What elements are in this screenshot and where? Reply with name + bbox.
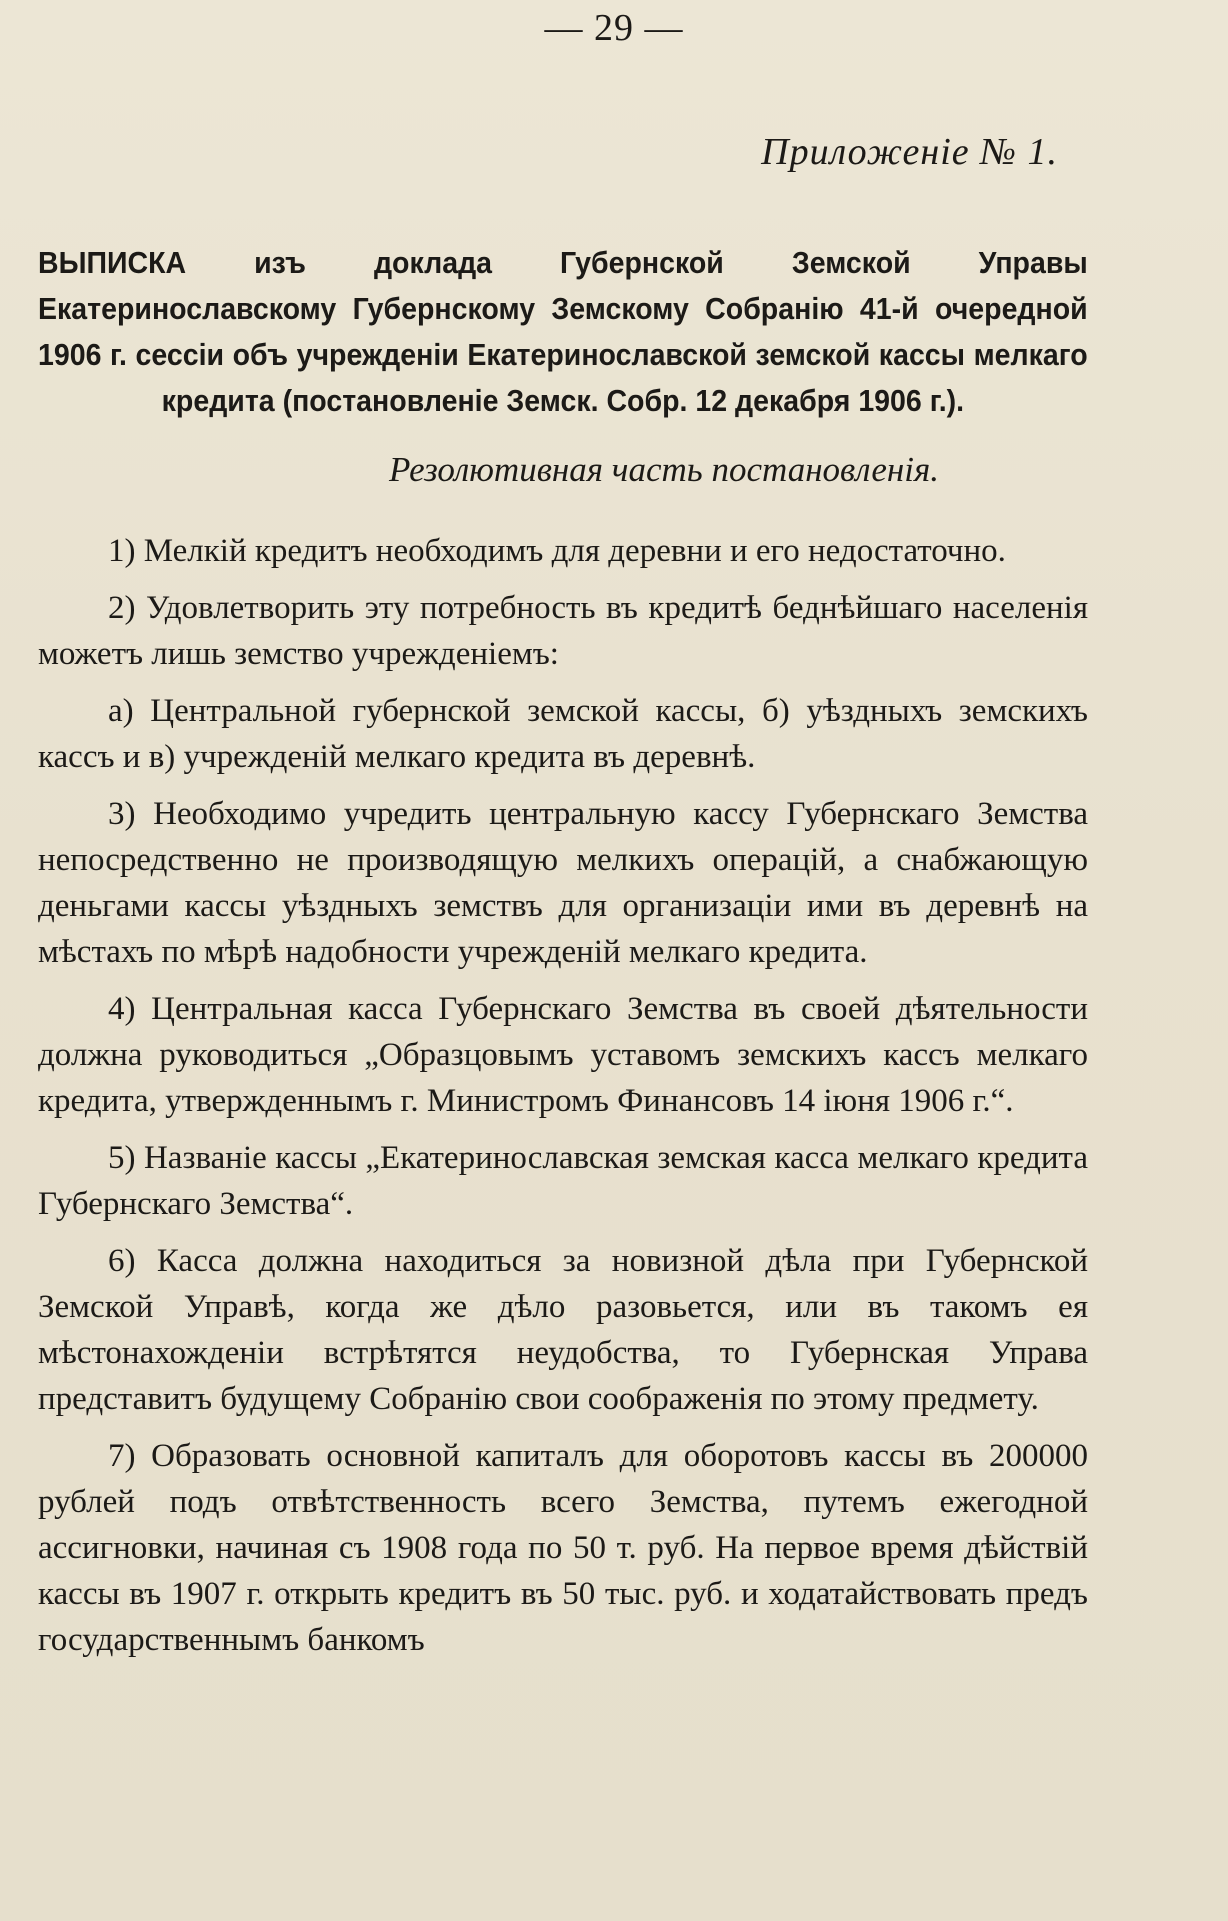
paragraph-4: 4) Центральная касса Губернскаго Земства въ своей дѣятельности должна руководиться „Образцовымъ уставомъ земскихъ кассъ мелкаго кредита, утвержденнымъ г. Министромъ Финансовъ 14 іюня 1906 г.“. xyxy=(38,991,1088,1119)
document-title: ВЫПИСКА изъ доклада Губернской Земской Управы Екатеринославскому Губернскому Земскому Собранію 41-й очередной 1906 г. сессіи объ учрежденіи Екатеринославской земской кассы мелкаго кредита (постановленіе Земск. Собр. 12 декабря 1906 г.). xyxy=(38,245,1088,418)
paragraph-6: 6) Касса должна находиться за новизной дѣла при Губернской Земской Управѣ, когда же дѣло разовьется, или въ такомъ ея мѣстонахожденіи встрѣтятся неудобства, то Губернская Управа представитъ будущему Собранію свои соображенія по этому предмету. xyxy=(38,1243,1088,1417)
appendix-label: Приложеніе № 1. xyxy=(761,131,1058,173)
paragraph-5: 5) Названіе кассы „Екатеринославская земская касса мелкаго кредита Губернскаго Земства“. xyxy=(38,1140,1088,1222)
body-text xyxy=(38,528,1088,1674)
paragraph-2-list: а) Центральной губернской земской кассы, б) уѣздныхъ земскихъ кассъ и в) учрежденій мелкаго кредита въ деревнѣ. xyxy=(38,693,1088,775)
page-number: — 29 — xyxy=(544,7,684,49)
paragraph-1: 1) Мелкій кредитъ необходимъ для деревни и его недостаточно. xyxy=(108,533,1006,569)
paragraph-7: 7) Образовать основной капиталъ для оборотовъ кассы въ 200000 рублей подъ отвѣтственность всего Земства, путемъ ежегодной ассигновки, начиная съ 1908 года по 50 т. руб. На первое время дѣйствій кассы въ 1907 г. открыть кредитъ въ 50 тыс. руб. и ходатайствовать предъ государственнымъ банкомъ xyxy=(38,1438,1088,1658)
paragraph-3: 3) Необходимо учредить центральную кассу Губернскаго Земства непосредственно не производящую мелкихъ операцій, а снабжающую деньгами кассы уѣздныхъ земствъ для организаціи ими въ деревнѣ на мѣстахъ по мѣрѣ надобности учрежденій мелкаго кредита. xyxy=(38,796,1088,970)
section-subtitle: Резолютивная часть постановленія. xyxy=(388,450,940,489)
paragraph-2: 2) Удовлетворить эту потребность въ кредитѣ беднѣйшаго населенія можетъ лишь земство учрежденіемъ: xyxy=(38,590,1088,672)
